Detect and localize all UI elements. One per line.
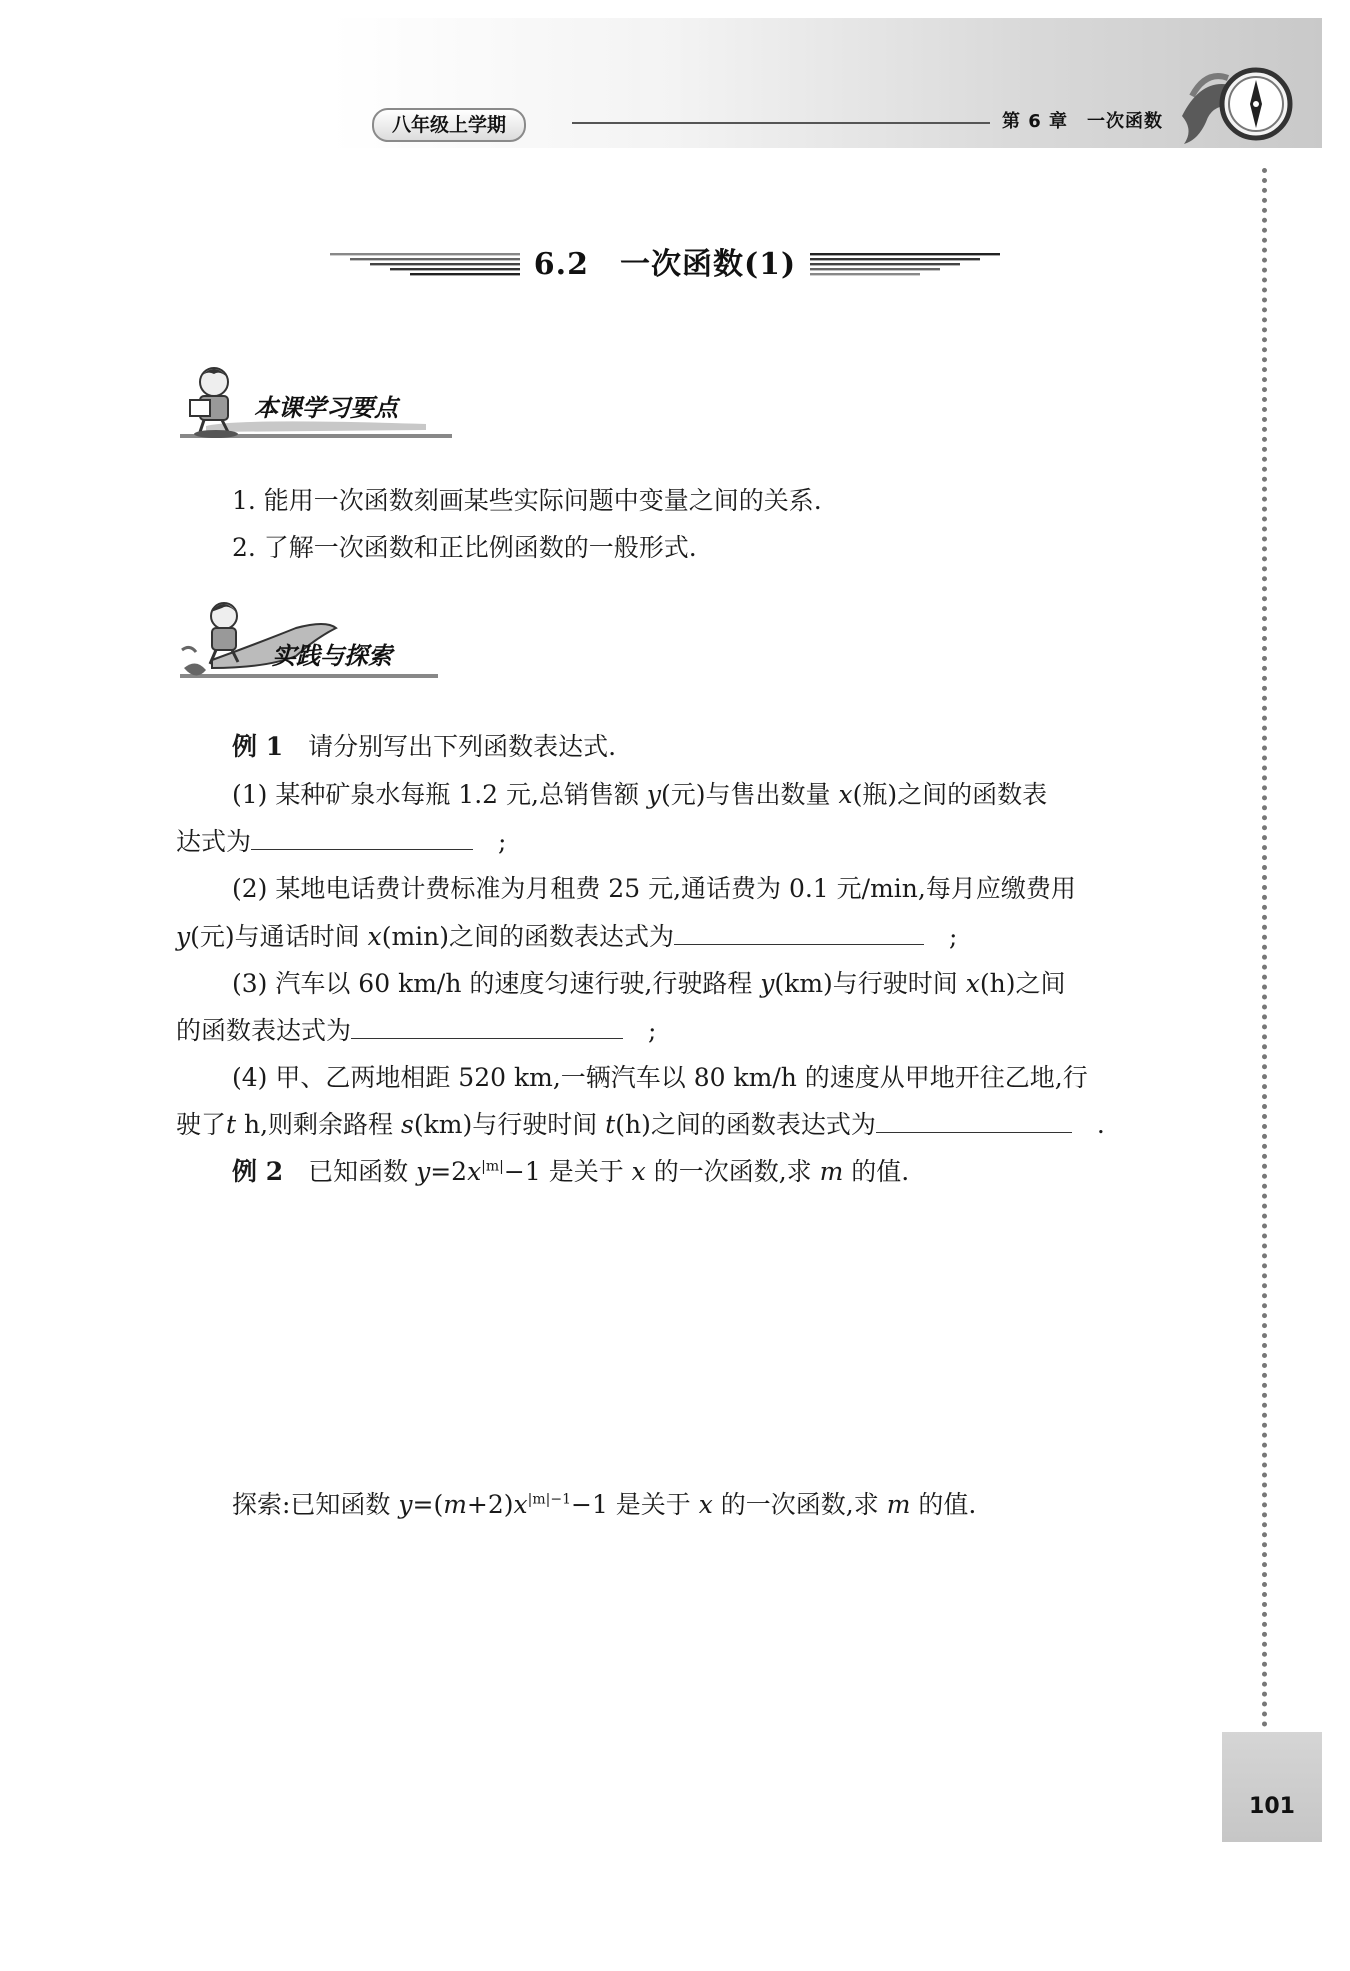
q2-var-y: y [176, 922, 191, 951]
q2-text-b: (元)与通话时间 [190, 922, 368, 951]
explore-eq-c: +2) [466, 1490, 514, 1519]
key-point-1: 1. 能用一次函数刻画某些实际问题中变量之间的关系. [232, 486, 822, 515]
margin-dotted-line [1262, 168, 1267, 1728]
example1-intro-line [232, 730, 616, 764]
explore-eq-b: =( [412, 1490, 444, 1519]
q2-answer-blank[interactable] [674, 922, 924, 945]
q1-semicolon: ; [498, 827, 507, 856]
page-number: 101 [1249, 1794, 1295, 1819]
explore-exponent: |m|−1 [527, 1491, 571, 1508]
section-title-key-points: 本课学习要点 [254, 394, 398, 422]
runner-compass-icon [1172, 56, 1300, 158]
q4-text-d: (km)与行驶时间 [413, 1110, 606, 1139]
q4-text-e: (h)之间的函数表达式为 [615, 1110, 876, 1139]
lesson-title: 6.2 一次函数(1) [533, 247, 797, 282]
section-title-practice: 实践与探索 [272, 642, 392, 670]
ex2-var-m: m [819, 1157, 844, 1186]
example2-label: 例 2 [232, 1157, 284, 1186]
q3-text-d: 的函数表达式为 [176, 1016, 352, 1045]
ex2-var-x: x [631, 1157, 646, 1186]
q4-text-c: h,则剩余路程 [236, 1110, 402, 1139]
ex2-text-c: 的值. [843, 1157, 910, 1186]
ex2-eq-mid: =2 [430, 1157, 468, 1186]
q4-var-s: s [401, 1110, 414, 1139]
explore-eq-d: −1 是关于 [571, 1490, 699, 1519]
explore-text-c: 的值. [910, 1490, 977, 1519]
section-banner-practice [176, 598, 456, 684]
ex2-exponent: |m| [481, 1158, 504, 1175]
q3-var-x: x [965, 969, 980, 998]
q4-text-b: 驶了 [176, 1110, 227, 1139]
example1-q1-line1 [232, 778, 1047, 812]
example1-q1-line2 [176, 825, 506, 859]
example1-q2-line2 [176, 920, 957, 954]
example2-line [232, 1155, 909, 1189]
q1-var-y: y [646, 780, 662, 809]
chapter-label: 第 6 章 一次函数 [1002, 111, 1164, 132]
ex2-text-b: 的一次函数,求 [645, 1157, 820, 1186]
ex2-var-y: y [416, 1157, 431, 1186]
q4-var-t: t [226, 1110, 237, 1139]
explore-text-a: 探索:已知函数 [232, 1490, 399, 1519]
title-stripes-right [810, 252, 1000, 276]
example1-q3-line2 [176, 1014, 656, 1048]
explore-eq-m: m [443, 1490, 467, 1519]
explore-eq-x: x [513, 1490, 528, 1519]
q4-answer-blank[interactable] [876, 1110, 1072, 1133]
example1-label: 例 1 [232, 732, 284, 761]
example1-q2-line1: (2) 某地电话费计费标准为月租费 25 元,通话费为 0.1 元/min,每月应缴费用 [232, 874, 1076, 903]
page-number-tab [1222, 1732, 1322, 1842]
grade-label: 八年级上学期 [372, 108, 526, 142]
header-rule [572, 122, 990, 124]
example1-q4-line2 [176, 1108, 1105, 1142]
example1-intro: 请分别写出下列函数表达式. [308, 732, 617, 761]
q1-answer-blank[interactable] [251, 827, 473, 850]
explore-text-b: 的一次函数,求 [712, 1490, 887, 1519]
explore-var-x: x [698, 1490, 713, 1519]
section-banner-key-points [176, 362, 456, 448]
explore-var-y: y [398, 1490, 413, 1519]
q4-var-t-2: t [605, 1110, 616, 1139]
key-point-2: 2. 了解一次函数和正比例函数的一般形式. [232, 533, 697, 562]
q1-var-x: x [838, 780, 853, 809]
q2-text-c: (min)之间的函数表达式为 [381, 922, 675, 951]
example1-q4-line1: (4) 甲、乙两地相距 520 km,一辆汽车以 80 km/h 的速度从甲地开往乙地,行 [232, 1063, 1088, 1092]
q1-text-a: (1) 某种矿泉水每瓶 1.2 元,总销售额 [232, 780, 647, 809]
ex2-eq-rest: −1 是关于 [503, 1157, 632, 1186]
q4-period: . [1096, 1110, 1105, 1139]
q3-text-a: (3) 汽车以 60 km/h 的速度匀速行驶,行驶路程 [232, 969, 761, 998]
q3-text-c: (h)之间 [979, 969, 1066, 998]
q1-text-c: (瓶)之间的函数表 [852, 780, 1048, 809]
example1-q3-line1 [232, 967, 1065, 1001]
q3-text-b: (km)与行驶时间 [774, 969, 966, 998]
q2-var-x: x [367, 922, 382, 951]
ex2-text-a: 已知函数 [308, 1157, 417, 1186]
explore-line [232, 1488, 976, 1522]
ex2-eq-x: x [467, 1157, 482, 1186]
lesson-title-bar [330, 240, 1010, 290]
q1-text-b: (元)与售出数量 [661, 780, 839, 809]
q3-var-y: y [760, 969, 775, 998]
q1-text-d: 达式为 [176, 827, 252, 856]
q3-semicolon: ; [648, 1016, 657, 1045]
q2-semicolon: ; [949, 922, 958, 951]
q3-answer-blank[interactable] [351, 1016, 623, 1039]
explore-var-m: m [886, 1490, 911, 1519]
title-stripes-left [330, 252, 520, 276]
